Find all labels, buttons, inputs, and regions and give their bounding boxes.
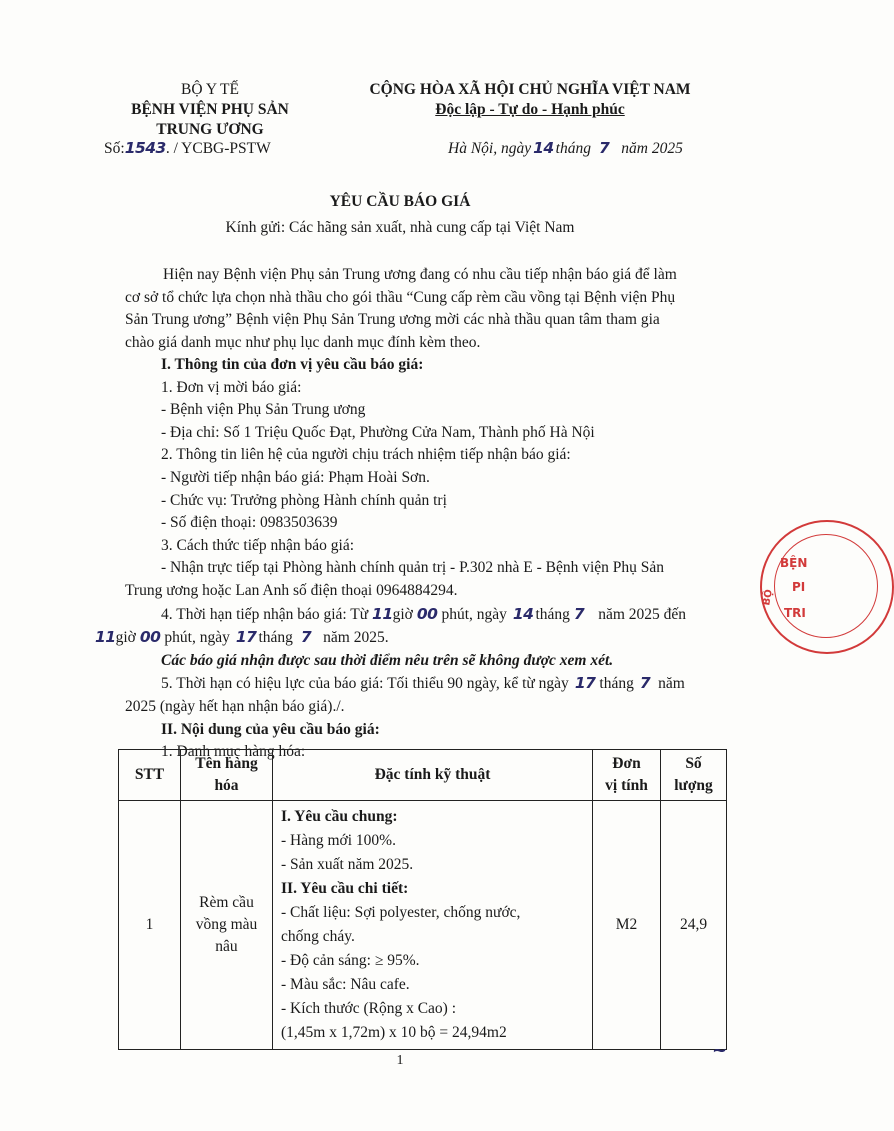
validity-text: tháng [599,675,634,693]
motto-text: Độc lập - Tự do - Hạnh phúc [435,101,625,118]
initials-mark: ~ [712,1040,727,1061]
date-prefix: Hà Nội, ngày [448,140,532,157]
intro-line: Hiện nay Bệnh viện Phụ sản Trung ương đang có nhu cầu tiếp nhận báo giá để làm [163,266,677,283]
stamp-inner-ring [774,534,878,638]
receive-method-line: - Nhận trực tiếp tại Phòng hành chính quản trị - P.302 nhà E - Bệnh viện Phụ Sản [161,559,665,577]
header-unit-l2: vị tính [605,777,648,794]
deadline-text: phút, ngày [164,629,230,647]
spec-line: - Màu sắc: Nâu cafe. [281,976,410,993]
spec-line: - Kích thước (Rộng x Cao) : [281,1000,457,1017]
deadline-minute-start: 00 [416,604,438,623]
date-day: 14 [533,139,554,157]
stamp-text: PI [792,580,806,594]
section-2-subheading: 1. Danh mục hàng hóa: [161,743,306,761]
section-1-line: 1. Đơn vị mời báo giá: [161,378,302,396]
deadline-text: tháng [258,629,293,647]
stamp-text: BỆN [780,556,808,570]
header-item-name-l1: Tên hàng [195,755,258,772]
deadline-day-end: 17 [235,628,257,647]
validity-text: 5. Thời hạn có hiệu lực của báo giá: Tối thiểu 90 ngày, kể từ ngày [161,675,569,693]
spec-line: (1,45m x 1,72m) x 10 bộ = 24,94m2 [281,1024,507,1041]
spec-line: - Độ cản sáng: ≥ 95%. [281,952,420,969]
doc-no-prefix: Số: [104,140,125,157]
deadline-text: tháng [535,605,570,623]
section-1-line: - Địa chỉ: Số 1 Triệu Quốc Đạt, Phường Cửa Nam, Thành phố Hà Nội [161,423,595,441]
header-spec: Đặc tính kỹ thuật [273,750,593,801]
deadline-day-start: 14 [512,604,534,623]
intro-line: cơ sở tổ chức lựa chọn nhà thầu cho gói thầu “Cung cấp rèm cầu vồng tại Bệnh viện Phụ [125,288,676,306]
page-number: 1 [396,1053,404,1068]
section-1-heading: I. Thông tin của đơn vị yêu cầu báo giá: [161,356,424,373]
stamp-text: TRI [784,606,806,620]
document-title: YÊU CẦU BÁO GIÁ [329,193,471,210]
hospital-name-line2: TRUNG ƯƠNG [156,121,264,138]
recipient-line: Kính gửi: Các hãng sản xuất, nhà cung cấp tại Việt Nam [225,219,575,236]
deadline-text: phút, ngày [441,605,507,623]
deadline-text: 4. Thời hạn tiếp nhận báo giá: Từ [161,605,369,623]
deadline-month-start: 7 [573,604,585,623]
stamp-text: BỘ [761,588,775,607]
section-1-line: - Người tiếp nhận báo giá: Phạm Hoài Sơn. [161,468,430,486]
intro-line: chào giá danh mục như phụ lục danh mục đính kèm theo. [125,333,481,351]
section-1-line: 3. Cách thức tiếp nhận báo giá: [161,536,355,554]
spec-line: chống cháy. [281,928,355,945]
date-month-label: tháng [555,140,591,157]
validity-line2: 2025 (ngày hết hạn nhận báo giá)./. [125,697,345,715]
spec-line: - Chất liệu: Sợi polyester, chống nước, [281,904,521,921]
date-month: 7 [598,139,610,157]
row-item-name-l2: vồng màu [195,916,258,933]
spec-line: - Hàng mới 100%. [281,832,396,849]
validity-month: 7 [639,674,651,693]
official-stamp [760,520,894,654]
section-2-heading: II. Nội dung của yêu cầu báo giá: [161,720,380,738]
header-item-name-l2: hóa [214,777,239,794]
deadline-text: giờ [115,629,136,647]
header-qty-l1: Số [685,755,702,772]
section-1-line: - Chức vụ: Trưởng phòng Hành chính quản trị [161,491,447,509]
hospital-name-line1: BỆNH VIỆN PHỤ SẢN [131,101,289,118]
row-stt: 1 [119,801,181,1050]
row-item-name-l3: nâu [215,938,238,955]
validity-day: 17 [574,674,596,693]
ministry-name: BỘ Y TẾ [181,81,239,98]
deadline-text: năm 2025. [323,629,389,647]
deadline-hour-start: 11 [372,604,393,623]
spec-line: - Sản xuất năm 2025. [281,856,414,873]
row-qty: 24,9 [661,801,727,1050]
spec-general-title: I. Yêu cầu chung: [281,808,398,825]
doc-no-handwritten: 1543 [124,139,166,157]
deadline-hour-end: 11 [95,628,116,647]
header-qty-l2: lượng [674,777,713,794]
section-1-line: - Bệnh viện Phụ Sản Trung ương [161,401,366,419]
section-1-line: - Số điện thoại: 0983503639 [161,514,338,532]
late-submission-warning: Các báo giá nhận được sau thời điểm nêu trên sẽ không được xem xét. [161,651,614,669]
date-year: năm 2025 [621,140,683,157]
section-1-line: 2. Thông tin liên hệ của người chịu trách nhiệm tiếp nhận báo giá: [161,446,571,464]
header-unit-l1: Đơn [612,755,641,772]
country-name: CỘNG HÒA XÃ HỘI CHỦ NGHĨA VIỆT NAM [369,81,691,98]
row-unit: M2 [593,801,661,1050]
doc-no-suffix: . / YCBG-PSTW [165,140,271,157]
row-item-name-l1: Rèm cầu [199,894,254,911]
deadline-text: giờ [392,605,413,623]
deadline-text: năm 2025 đến [598,605,687,623]
intro-line: Sản Trung ương” Bệnh viện Phụ Sản Trung ương mời các nhà thầu quan tâm tham gia [125,311,660,329]
deadline-month-end: 7 [300,628,312,647]
validity-text: năm [658,675,685,693]
deadline-minute-end: 00 [139,628,161,647]
receive-method-line: Trung ương hoặc Lan Anh số điện thoại 0964884294. [125,581,458,599]
spec-detail-title: II. Yêu cầu chi tiết: [281,880,409,897]
header-stt: STT [119,750,181,801]
